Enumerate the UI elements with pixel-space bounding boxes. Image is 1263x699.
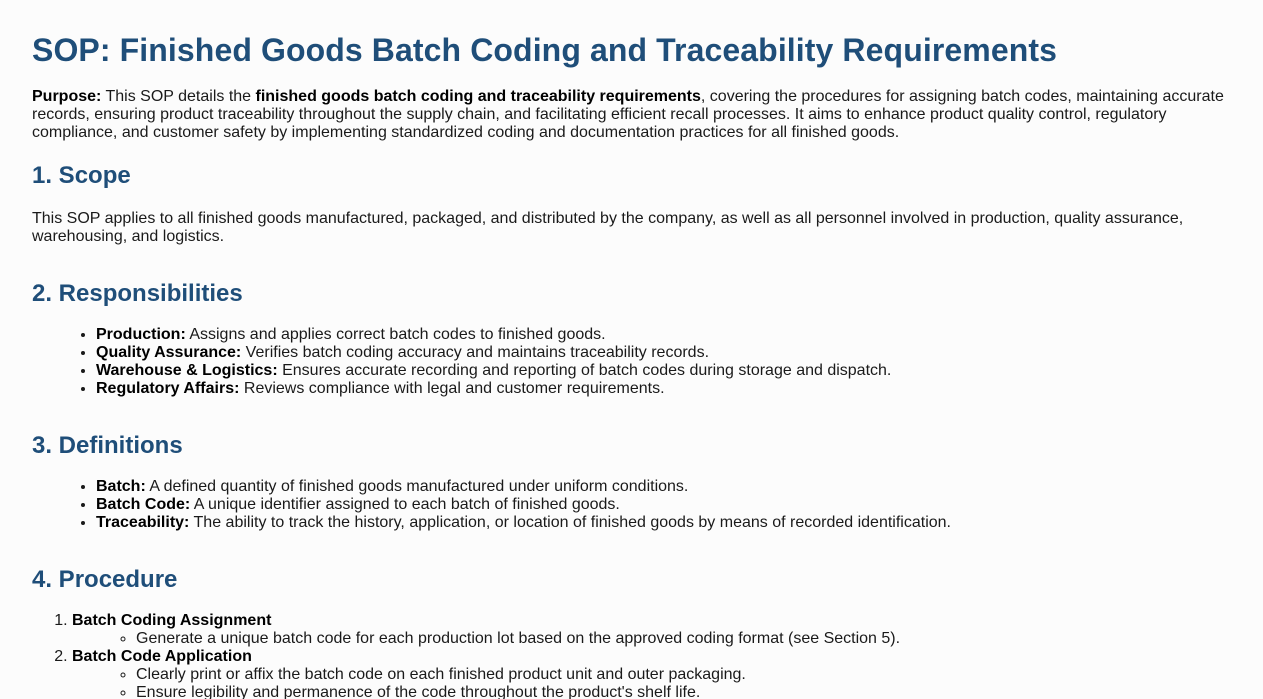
substep: ◦ Generate a unique batch code for each production lot based on the approved coding format (see Section 5). xyxy=(136,630,1231,648)
responsibility-term: Warehouse & Logistics: xyxy=(96,362,278,379)
responsibility-text: Verifies batch coding accuracy and maintains traceability records. xyxy=(241,344,710,361)
procedure-steps xyxy=(32,612,1231,699)
purpose-emphasis: finished goods batch coding and traceability requirements xyxy=(255,88,701,105)
purpose-text-after: , covering the procedures for assigning batch codes, maintaining accurate records, ensuring product traceability throughout the supply chain, and facilitating efficient recall processes. It aims to enhance product quality control, regulatory compliance, and customer safety by implementing standardized coding and documentation practices for all finished goods. xyxy=(32,88,1224,141)
list-item xyxy=(96,514,1231,532)
definition-text: The ability to track the history, application, or location of finished goods by means of recorded identification. xyxy=(189,514,951,531)
list-item xyxy=(96,478,1231,496)
responsibilities-list xyxy=(32,326,1231,398)
procedure-step xyxy=(72,612,1231,648)
substep: ◦ Ensure legibility and permanence of the code throughout the product's shelf life. xyxy=(136,684,1231,699)
responsibility-text: Ensures accurate recording and reporting of batch codes during storage and dispatch. xyxy=(277,362,892,379)
purpose-text-before: This SOP details the xyxy=(101,88,256,105)
definitions-heading: 3. Definitions xyxy=(32,432,183,459)
responsibilities-heading: 2. Responsibilities xyxy=(32,280,243,307)
substep-list xyxy=(72,666,1231,699)
definition-term: Traceability: xyxy=(96,514,190,531)
scope-heading: 1. Scope xyxy=(32,162,131,189)
substep-list xyxy=(72,630,1231,648)
step-title: Batch Code Application xyxy=(72,648,252,665)
responsibility-text: Reviews compliance with legal and customer requirements. xyxy=(239,380,665,397)
step-title: Batch Coding Assignment xyxy=(72,612,272,629)
list-item xyxy=(96,380,1231,398)
definition-text: A unique identifier assigned to each batch of finished goods. xyxy=(190,496,620,513)
substep: ◦ Clearly print or affix the batch code on each finished product unit and outer packaging. xyxy=(136,666,1231,684)
scope-text: This SOP applies to all finished goods manufactured, packaged, and distributed by the company, as well as all personnel involved in production, quality assurance, warehousing, and logistics. xyxy=(32,210,1184,245)
procedure-heading: 4. Procedure xyxy=(32,566,178,593)
definition-text: A defined quantity of finished goods manufactured under uniform conditions. xyxy=(145,478,689,495)
purpose-label: Purpose: xyxy=(32,88,102,105)
responsibility-term: Production: xyxy=(96,326,186,343)
responsibility-term: Regulatory Affairs: xyxy=(96,380,240,397)
procedure-step xyxy=(72,648,1231,699)
responsibility-term: Quality Assurance: xyxy=(96,344,242,361)
list-item xyxy=(96,326,1231,344)
list-item xyxy=(96,344,1231,362)
responsibility-text: Assigns and applies correct batch codes to finished goods. xyxy=(185,326,606,343)
definition-term: Batch: xyxy=(96,478,146,495)
definition-term: Batch Code: xyxy=(96,496,191,513)
page-title: SOP: Finished Goods Batch Coding and Traceability Requirements xyxy=(32,32,1058,68)
list-item xyxy=(96,496,1231,514)
list-item xyxy=(96,362,1231,380)
definitions-list xyxy=(32,478,1231,532)
purpose-paragraph xyxy=(32,88,1231,142)
